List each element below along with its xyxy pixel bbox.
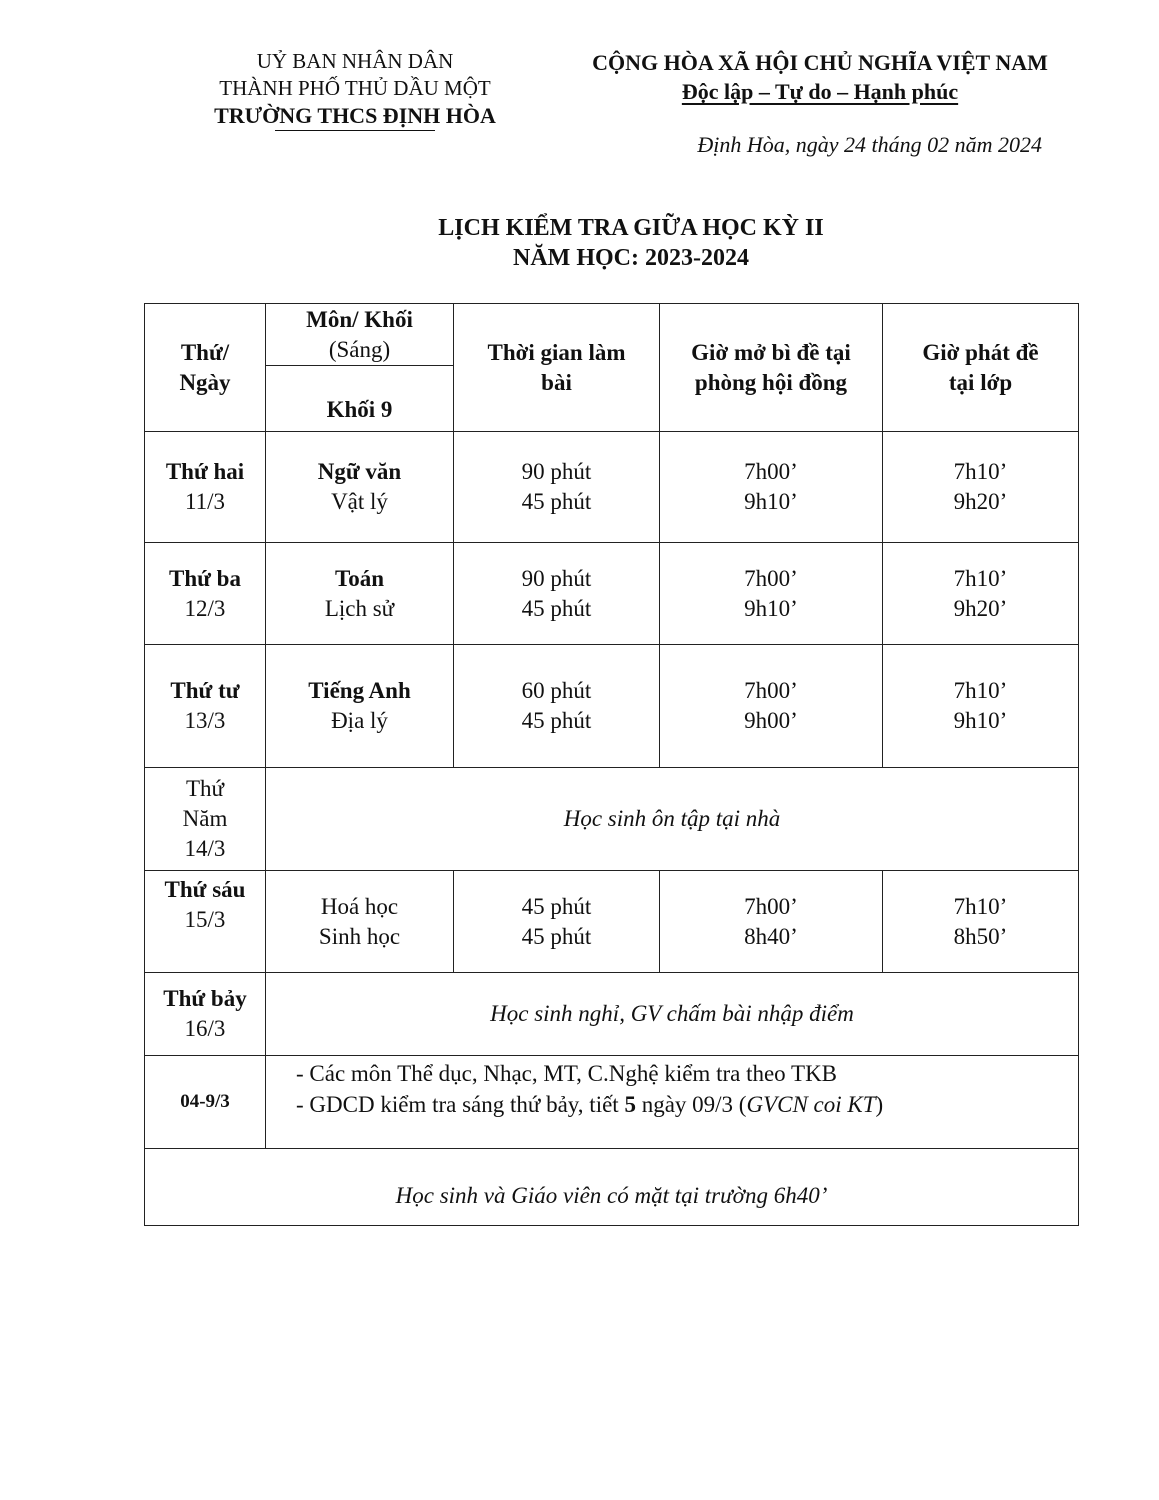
header-duration-line-2: bài xyxy=(541,369,572,395)
day-name: Thứ hai xyxy=(165,459,245,484)
school-name: TRƯỜNG THCS ĐỊNH HÒA xyxy=(214,103,496,128)
day-name: Thứ tư xyxy=(170,678,240,703)
handout-time-1: 7h10’ xyxy=(953,565,1008,591)
day-cell: 04-9/3 xyxy=(145,1056,266,1149)
open-time-2: 9h10’ xyxy=(744,595,798,621)
table-row xyxy=(145,768,1079,871)
row-note: Học sinh nghỉ, GV chấm bài nhập điểm xyxy=(266,973,1079,1056)
handout-time-cell xyxy=(883,543,1079,645)
footer-row xyxy=(145,1149,1079,1226)
table-row xyxy=(145,1056,1079,1149)
header-handout-line-2: tại lớp xyxy=(948,369,1013,395)
open-time-cell xyxy=(660,543,883,645)
day-cell xyxy=(145,432,266,543)
subject-2: Sinh học xyxy=(318,923,401,949)
header-open-time xyxy=(660,304,883,432)
subject-cell xyxy=(266,543,454,645)
day-date: 13/3 xyxy=(184,708,226,733)
header-duration-line-1: Thời gian làm xyxy=(487,339,626,365)
duration-1: 90 phút xyxy=(521,565,592,591)
country-name: CỘNG HÒA XÃ HỘI CHỦ NGHĨA VIỆT NAM xyxy=(592,50,1048,75)
header-day xyxy=(145,304,266,432)
open-time-2: 9h10’ xyxy=(744,489,798,514)
day-cell xyxy=(145,645,266,768)
subject-1: Ngữ văn xyxy=(317,459,402,484)
open-time-cell xyxy=(660,432,883,543)
handout-time-2: 9h10’ xyxy=(953,708,1008,733)
handout-time-1: 7h10’ xyxy=(953,678,1008,703)
open-time-2: 9h00’ xyxy=(744,708,798,733)
open-time-1: 7h00’ xyxy=(744,893,798,919)
row-note: Học sinh ôn tập tại nhà xyxy=(266,768,1079,871)
open-time-cell xyxy=(660,871,883,973)
note-line-2 xyxy=(296,1089,1078,1120)
open-time-1: 7h00’ xyxy=(744,565,798,591)
handout-time-2: 8h50’ xyxy=(953,923,1008,949)
header-day-line-2: Ngày xyxy=(179,369,231,395)
day-cell xyxy=(145,768,266,871)
exam-schedule-table xyxy=(144,303,1079,1226)
document-date: Định Hòa, ngày 24 tháng 02 năm 2024 xyxy=(697,132,1042,157)
subject-2: Địa lý xyxy=(331,708,388,733)
open-time-1: 7h00’ xyxy=(744,459,798,484)
duration-cell xyxy=(454,871,660,973)
open-time-cell xyxy=(660,645,883,768)
day-name: Thứ bảy xyxy=(163,986,247,1011)
note-line-2-end: ) xyxy=(875,1092,884,1117)
other-subjects-note xyxy=(266,1056,1079,1149)
issuer-line-1: UỶ BAN NHÂN DÂN xyxy=(256,49,454,73)
header-handout-line-1: Giờ phát đề xyxy=(922,339,1039,365)
day-cell xyxy=(145,871,266,973)
open-time-2: 8h40’ xyxy=(744,923,798,949)
subject-2: Vật lý xyxy=(331,489,388,514)
note-line-2-start: - GDCD kiểm tra sáng thứ bảy, tiết xyxy=(296,1092,625,1117)
duration-2: 45 phút xyxy=(521,708,592,733)
table-row xyxy=(145,871,1079,973)
handout-time-cell xyxy=(883,432,1079,543)
day-date: 16/3 xyxy=(184,1016,226,1041)
duration-cell xyxy=(454,432,660,543)
duration-cell xyxy=(454,543,660,645)
day-date: 15/3 xyxy=(184,907,226,932)
duration-1: 60 phút xyxy=(521,678,592,703)
header-subject-line-2: (Sáng) xyxy=(328,336,391,362)
table-row xyxy=(145,432,1079,543)
day-cell xyxy=(145,543,266,645)
header-handout-time xyxy=(883,304,1079,432)
table-row xyxy=(145,973,1079,1056)
issuer-line-2: THÀNH PHỐ THỦ DẦU MỘT xyxy=(219,76,491,100)
day-date: 12/3 xyxy=(184,595,226,621)
day-date: 14/3 xyxy=(184,836,226,861)
title-line-1: LỊCH KIỂM TRA GIỮA HỌC KỲ II xyxy=(438,215,824,241)
table-row xyxy=(145,645,1079,768)
duration-1: 45 phút xyxy=(521,893,592,919)
header-subject xyxy=(266,304,454,366)
subject-cell xyxy=(266,645,454,768)
duration-1: 90 phút xyxy=(521,459,592,484)
handout-time-cell xyxy=(883,645,1079,768)
note-line-2-italic: GVCN coi KT xyxy=(746,1092,876,1117)
national-header xyxy=(560,48,1080,106)
header-day-line-1: Thứ/ xyxy=(180,339,230,365)
note-line-1: - Các môn Thể dục, Nhạc, MT, C.Nghệ kiểm tra theo TKB xyxy=(296,1061,838,1086)
table-row xyxy=(145,543,1079,645)
day-name: Thứ ba xyxy=(169,565,241,591)
handout-time-2: 9h20’ xyxy=(953,489,1008,514)
duration-cell xyxy=(454,645,660,768)
handout-time-1: 7h10’ xyxy=(953,893,1008,919)
header-open-line-1: Giờ mở bì đề tại xyxy=(691,339,851,365)
subject-1: Hoá học xyxy=(320,893,399,919)
subject-1: Toán xyxy=(334,565,385,591)
school-underline xyxy=(275,130,435,131)
header-grade: Khối 9 xyxy=(266,366,454,432)
header-subject-line-1: Môn/ Khối xyxy=(306,306,413,332)
handout-time-2: 9h20’ xyxy=(953,595,1008,621)
subject-cell xyxy=(266,871,454,973)
day-date: 11/3 xyxy=(184,489,226,514)
handout-time-1: 7h10’ xyxy=(953,459,1008,484)
day-cell xyxy=(145,973,266,1056)
open-time-1: 7h00’ xyxy=(744,678,798,703)
header-duration xyxy=(454,304,660,432)
duration-2: 45 phút xyxy=(521,595,592,621)
header-open-line-2: phòng hội đồng xyxy=(694,369,848,395)
title-line-2: NĂM HỌC: 2023-2024 xyxy=(513,245,749,271)
duration-2: 45 phút xyxy=(521,923,592,949)
duration-2: 45 phút xyxy=(521,489,592,514)
national-motto: Độc lập – Tự do – Hạnh phúc xyxy=(681,79,959,104)
subject-cell xyxy=(266,432,454,543)
subject-1: Tiếng Anh xyxy=(308,678,411,703)
note-line-2-period: 5 xyxy=(624,1092,636,1117)
handout-time-cell xyxy=(883,871,1079,973)
arrival-note: Học sinh và Giáo viên có mặt tại trường 6h40’ xyxy=(145,1149,1079,1226)
note-line-2-middle: ngày 09/3 ( xyxy=(635,1092,747,1117)
day-name-line-2: Năm xyxy=(182,806,228,831)
issuer-block xyxy=(150,48,560,130)
subject-2: Lịch sử xyxy=(324,595,395,621)
day-name-line-1: Thứ xyxy=(185,776,224,801)
day-name: Thứ sáu xyxy=(164,877,246,902)
document-title xyxy=(0,213,1159,273)
header-row xyxy=(145,304,1079,366)
